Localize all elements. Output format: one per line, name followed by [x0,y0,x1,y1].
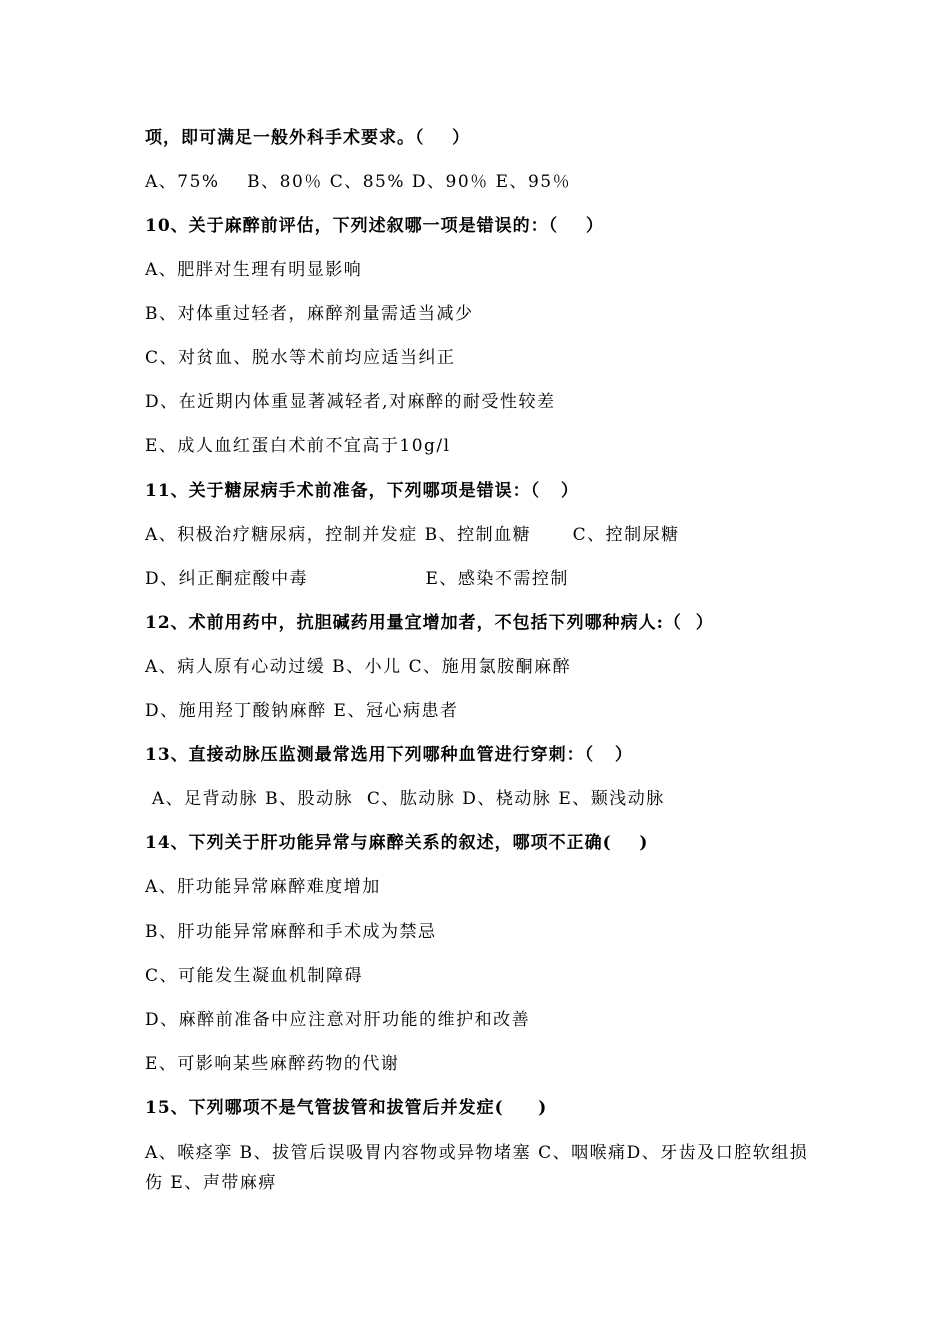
question-14-option-d: D、麻醉前准备中应注意对肝功能的维护和改善 [145,1010,531,1030]
question-10-option-e: E、成人血红蛋白术前不宜高于10g/l [145,436,451,456]
question-14: 14、下列关于肝功能异常与麻醉关系的叙述，哪项不正确( ) [145,833,649,853]
question-10-option-a: A、肥胖对生理有明显影响 [145,260,363,280]
question-13-options: A、足背动脉 B、股动脉 C、肱动脉 D、桡动脉 E、颞浅动脉 [145,789,665,809]
question-14-option-b: B、肝功能异常麻醉和手术成为禁忌 [145,922,437,942]
question-14-option-a: A、肝功能异常麻醉难度增加 [145,877,381,897]
question-9-options: A、75% B、80％ C、85% D、90％ E、95％ [145,172,572,192]
question-10-option-b: B、对体重过轻者，麻醉剂量需适当减少 [145,304,474,324]
question-12: 12、术前用药中，抗胆碱药用量宜增加者，不包括下列哪种病人:（ ） [145,613,714,633]
question-11: 11、关于糖尿病手术前准备，下列哪项是错误：（ ） [145,481,579,501]
question-14-option-e: E、可影响某些麻醉药物的代谢 [145,1054,400,1074]
question-10-option-c: C、对贫血、脱水等术前均应适当纠正 [145,348,456,368]
question-14-option-c: C、可能发生凝血机制障碍 [145,966,364,986]
question-13: 13、直接动脉压监测最常选用下列哪种血管进行穿刺：（ ） [145,745,633,765]
question-10: 10、关于麻醉前评估，下列述叙哪一项是错误的：（ ） [145,216,604,236]
question-15: 15、下列哪项不是气管拔管和拔管后并发症( ) [145,1098,548,1118]
question-15-options: A、喉痉挛 B、拔管后误吸胃内容物或异物堵塞 C、咽喉痛D、牙齿及口腔软组损伤 E、声带麻痹 [145,1143,809,1193]
question-9-continuation: 项，即可满足一般外科手术要求。（ ） [145,128,471,148]
question-12-options-row-2: D、施用羟丁酸钠麻醉 E、冠心病患者 [145,701,459,721]
question-10-option-d: D、在近期内体重显著减轻者,对麻醉的耐受性较差 [145,392,556,412]
question-11-options-row-1: A、积极治疗糖尿病，控制并发症 B、控制血糖 C、控制尿糖 [145,525,680,545]
question-12-options-row-1: A、病人原有心动过缓 B、小儿 C、施用氯胺酮麻醉 [145,657,572,677]
question-11-options-row-2: D、纠正酮症酸中毒 E、感染不需控制 [145,569,569,589]
